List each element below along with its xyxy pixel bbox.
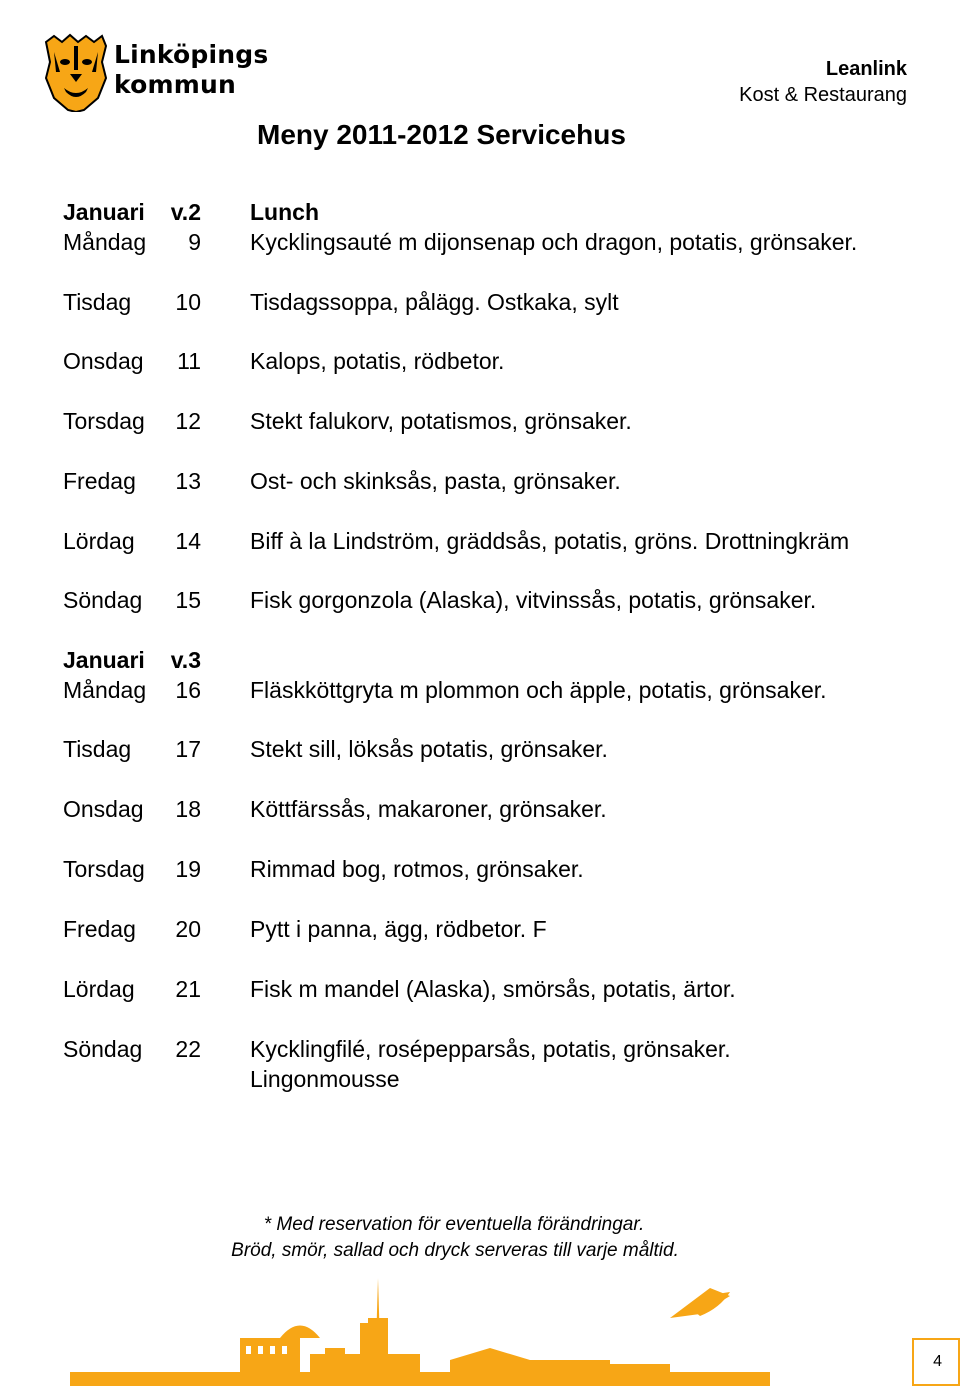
day-name: Söndag (63, 1036, 143, 1062)
dish: Biff à la Lindström, gräddsås, potatis, gröns. Drottningkräm (250, 528, 850, 554)
org-name: Leanlink (825, 58, 907, 80)
day-date: 12 (175, 408, 201, 434)
day-date: 10 (175, 289, 201, 315)
day-date: 15 (175, 587, 201, 613)
dish: Stekt sill, löksås potatis, grönsaker. (250, 736, 608, 762)
dish: Fisk gorgonzola (Alaska), vitvinssås, potatis, grönsaker. (250, 587, 817, 613)
footer-included: Bröd, smör, sallad och dryck serveras till varje måltid. (231, 1240, 679, 1261)
footer-note (0, 1212, 960, 1264)
day-name: Lördag (63, 976, 135, 1002)
day-date: 20 (175, 916, 201, 942)
dish: Tisdagssoppa, pålägg. Ostkaka, sylt (250, 289, 619, 315)
logo-line-2: kommun (114, 70, 237, 99)
page-number-box (912, 1338, 960, 1386)
week-month: Januari (63, 647, 145, 673)
dish: Kalops, potatis, rödbetor. (250, 348, 505, 374)
day-name: Onsdag (63, 796, 144, 822)
dish: Rimmad bog, rotmos, grönsaker. (250, 856, 584, 882)
day-name: Fredag (63, 468, 136, 494)
day-name: Söndag (63, 587, 143, 613)
dish: Köttfärssås, makaroner, grönsaker. (250, 796, 607, 822)
day-name: Måndag (63, 229, 147, 255)
organization (739, 56, 907, 108)
week-month: Januari (63, 199, 145, 225)
day-name: Måndag (63, 677, 147, 703)
day-name: Torsdag (63, 408, 145, 434)
org-unit: Kost & Restaurang (739, 84, 907, 106)
dish: Kycklingsauté m dijonsenap och dragon, potatis, grönsaker. (250, 229, 858, 255)
day-name: Torsdag (63, 856, 145, 882)
dish-continuation: Lingonmousse (250, 1066, 400, 1092)
day-name: Lördag (63, 528, 135, 554)
day-date: 13 (175, 468, 201, 494)
day-date: 19 (175, 856, 201, 882)
page-title: Meny 2011-2012 Servicehus (257, 119, 626, 150)
dish: Fläskköttgryta m plommon och äpple, potatis, grönsaker. (250, 677, 827, 703)
page-number: 4 (914, 1340, 958, 1384)
day-name: Tisdag (63, 736, 132, 762)
day-name: Fredag (63, 916, 136, 942)
dish: Kycklingfilé, rosépepparsås, potatis, grönsaker. (250, 1036, 731, 1062)
day-date: 22 (175, 1036, 201, 1062)
dish: Stekt falukorv, potatismos, grönsaker. (250, 408, 632, 434)
city-skyline-icon (70, 1268, 830, 1386)
footer-reservation: * Med reservation för eventuella förändringar. (263, 1214, 645, 1235)
day-date: 18 (175, 796, 201, 822)
day-date: 16 (175, 677, 201, 703)
logo-wordmark (114, 40, 268, 100)
dish: Pytt i panna, ägg, rödbetor. F (250, 916, 547, 942)
dish: Ost- och skinksås, pasta, grönsaker. (250, 468, 621, 494)
day-date: 21 (175, 976, 201, 1002)
day-date: 17 (175, 736, 201, 762)
day-name: Onsdag (63, 348, 144, 374)
logo-line-1: Linköpings (114, 40, 269, 69)
day-name: Tisdag (63, 289, 132, 315)
day-date: 11 (177, 348, 201, 374)
day-date: 9 (188, 229, 201, 255)
week-number: v.2 (170, 199, 201, 225)
week-number: v.3 (170, 647, 201, 673)
column-label: Lunch (250, 199, 319, 225)
dish: Fisk m mandel (Alaska), smörsås, potatis, ärtor. (250, 976, 736, 1002)
day-date: 14 (175, 528, 201, 554)
